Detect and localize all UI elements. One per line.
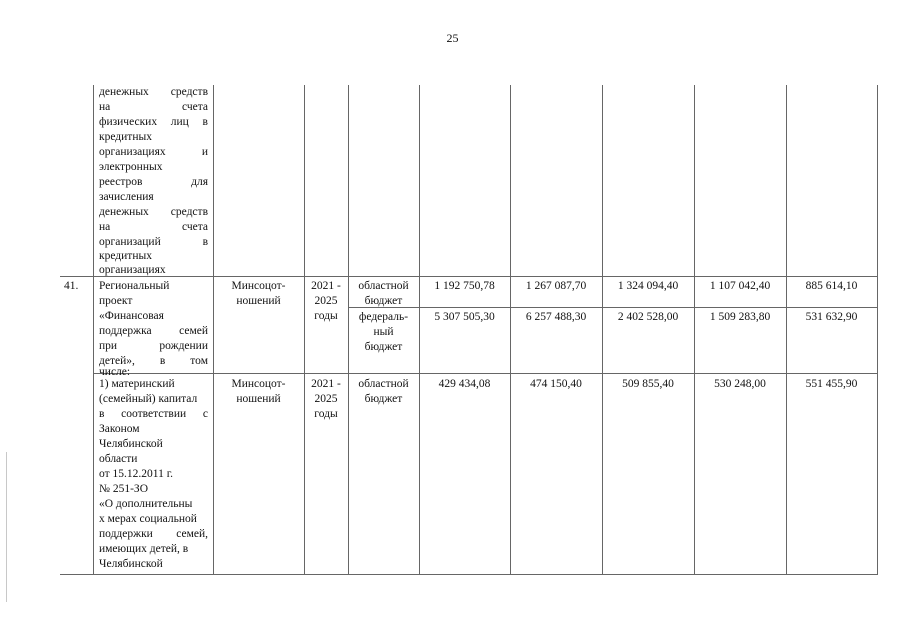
row-number: 41. [64, 280, 79, 292]
value-cell: 1 107 042,40 [709, 280, 771, 292]
period-line: 2021 - [311, 378, 341, 390]
grid-line [419, 85, 420, 575]
source-line: бюджет [364, 393, 403, 405]
text-line: на счета [99, 221, 208, 233]
source-line: областной [358, 280, 409, 292]
text-line: 1) материнский [99, 378, 175, 390]
grid-line [877, 85, 878, 575]
text-line: организациях и [99, 146, 208, 158]
text-line: поддержка семей [99, 325, 208, 337]
value-cell: 1 267 087,70 [525, 280, 587, 292]
text-line: денежных средств [99, 206, 208, 218]
grid-line [60, 574, 878, 575]
source-line: бюджет [364, 341, 403, 353]
period-line: 2025 [314, 393, 338, 405]
text-line: детей», в том [99, 355, 208, 367]
text-line: «Финансовая [99, 310, 164, 322]
grid-line [93, 373, 878, 374]
executor-line: ношений [236, 393, 281, 405]
executor-line: Минсоцот- [231, 280, 286, 292]
text-line: электронных [99, 161, 163, 173]
source-line: бюджет [364, 295, 403, 307]
value-cell: 429 434,08 [438, 378, 491, 390]
grid-line [93, 85, 94, 575]
value-cell: 551 455,90 [805, 378, 858, 390]
text-line: проект [99, 295, 133, 307]
value-cell: 5 307 505,30 [434, 311, 495, 323]
text-line: Законом [99, 423, 140, 435]
page-number: 25 [446, 31, 459, 45]
text-line: кредитных [99, 250, 152, 262]
value-cell: 509 855,40 [622, 378, 674, 390]
text-line: при рождении [99, 340, 208, 352]
scan-edge-mark [6, 452, 7, 602]
executor-line: Минсоцот- [231, 378, 286, 390]
grid-line [510, 85, 511, 575]
text-line: физических лиц в [99, 116, 208, 128]
value-cell: 1 324 094,40 [617, 280, 679, 292]
period-line: 2025 [314, 295, 338, 307]
text-line: зачисления [99, 191, 154, 203]
period-line: 2021 - [311, 280, 341, 292]
text-line: в соответствии с [99, 408, 208, 420]
source-line: федераль- [358, 311, 409, 323]
value-cell: 531 632,90 [805, 311, 858, 323]
text-line: области [99, 453, 138, 465]
text-line: от 15.12.2011 г. [99, 468, 173, 480]
value-cell: 474 150,40 [530, 378, 582, 390]
text-line: кредитных [99, 131, 152, 143]
value-cell: 530 248,00 [714, 378, 766, 390]
text-line: Региональный [99, 280, 170, 292]
period-line: годы [314, 408, 338, 420]
grid-line [602, 85, 603, 575]
text-line: Челябинской [99, 438, 163, 450]
executor-line: ношений [236, 295, 281, 307]
grid-line [786, 85, 787, 575]
text-line: х мерах социальной [99, 513, 197, 525]
text-line: «О дополнительны [99, 498, 193, 510]
value-cell: 6 257 488,30 [525, 311, 587, 323]
text-line: имеющих детей, в [99, 543, 189, 555]
text-line: Челябинской [99, 558, 163, 570]
source-line: ный [373, 326, 394, 338]
period-line: годы [314, 310, 338, 322]
grid-line [348, 307, 878, 308]
value-cell: 885 614,10 [805, 280, 858, 292]
text-line: на счета [99, 101, 208, 113]
text-line: № 251-ЗО [99, 483, 148, 495]
value-cell: 1 192 750,78 [434, 280, 495, 292]
text-line: поддержки семей, [99, 528, 208, 540]
text-line: денежных средств [99, 86, 208, 98]
text-line: организаций в [99, 236, 208, 248]
grid-line [694, 85, 695, 575]
text-line: числе: [99, 366, 131, 378]
text-line: реестров для [99, 176, 208, 188]
text-line: организациях [99, 264, 166, 276]
value-cell: 1 509 283,80 [709, 311, 771, 323]
source-line: областной [358, 378, 409, 390]
text-line: (семейный) капитал [99, 393, 198, 405]
grid-line [304, 85, 305, 575]
value-cell: 2 402 528,00 [617, 311, 679, 323]
grid-line [213, 85, 214, 575]
